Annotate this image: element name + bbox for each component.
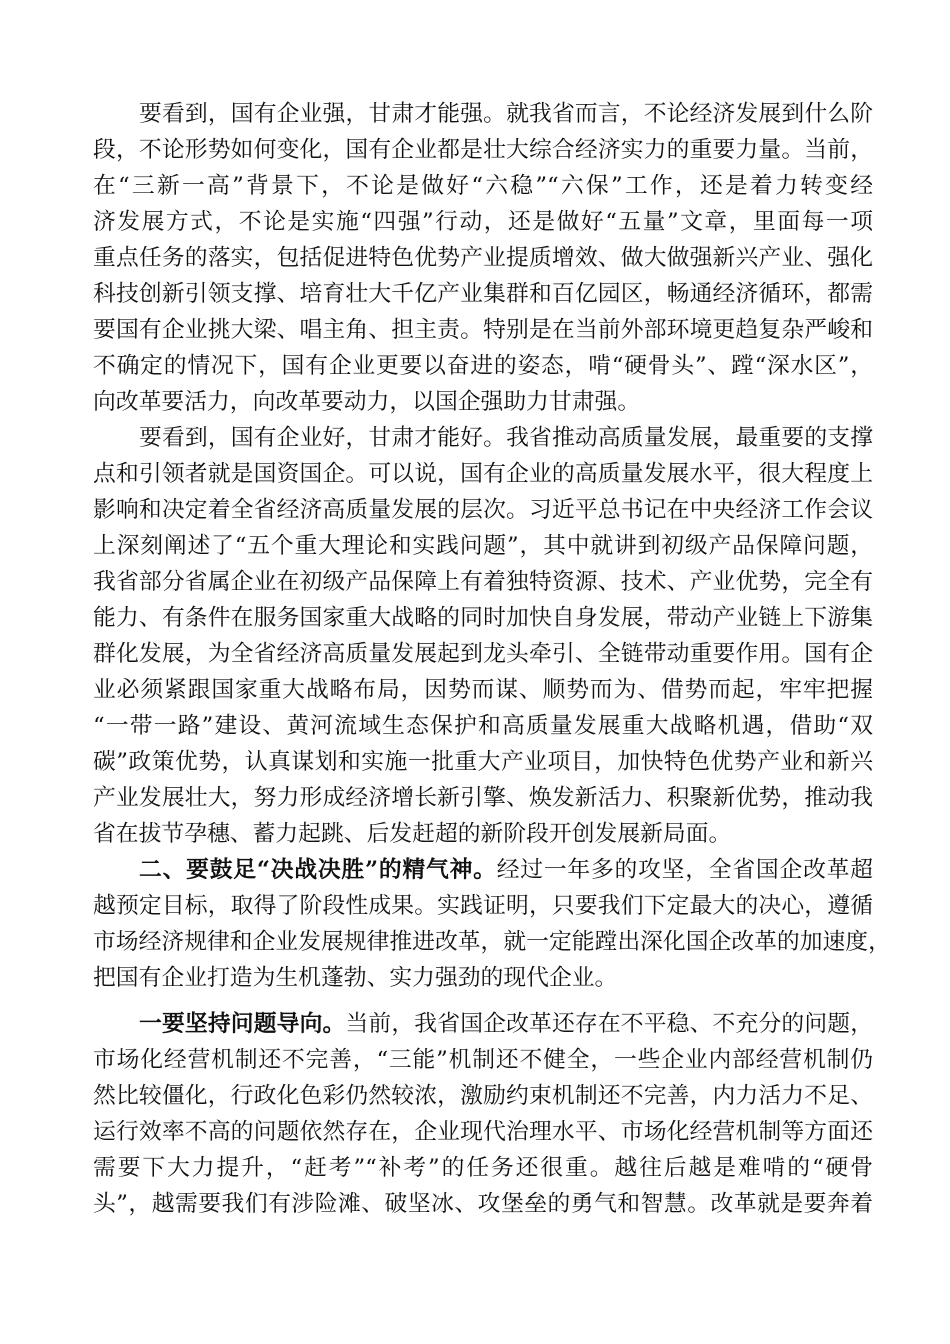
section-line xyxy=(139,852,873,888)
section-line xyxy=(139,1006,873,1042)
text-line: “一带一路”建设、黄河流域生态保护和高质量发展重大战略机遇，借助“双 xyxy=(93,713,873,739)
text-line: 碳”政策优势，认真谋划和实施一批重大产业项目，加快特色优势产业和新兴 xyxy=(93,749,873,775)
text-line: 我省部分省属企业在初级产品保障上有着独特资源、技术、产业优势，完全有 xyxy=(93,569,873,595)
text-line: 不确定的情况下，国有企业更要以奋进的姿态，啃“硬骨头”、蹚“深水区”， xyxy=(93,353,873,379)
text-line: 然比较僵化，行政化色彩仍然较浓，激励约束机制还不完善，内力活力不足、 xyxy=(93,1083,873,1109)
section-text: 经过一年多的攻坚，全省国企改革超 xyxy=(496,857,873,883)
text-line: 要国有企业挑大梁、唱主角、担主责。特别是在当前外部环境更趋复杂严峻和 xyxy=(93,317,873,343)
text-line: 业必须紧跟国家重大战略布局，因势而谋、顺势而为、借势而起，牢牢把握 xyxy=(93,677,873,703)
text-line: 产业发展壮大，努力形成经济增长新引擎、焕发新活力、积聚新优势，推动我 xyxy=(93,785,873,811)
section-text: 当前，我省国企改革还存在不平稳、不充分的问题， xyxy=(345,1011,874,1037)
text-line: 市场经济规律和企业发展规律推进改革，就一定能蹚出深化国企改革的加速度， xyxy=(93,929,891,955)
text-line: 群化发展，为全省经济高质量发展起到龙头牵引、全链带动重要作用。国有企 xyxy=(93,641,873,667)
text-line: 上深刻阐述了“五个重大理论和实践问题”，其中就讲到初级产品保障问题， xyxy=(93,533,873,559)
text-line: 越预定目标，取得了阶段性成果。实践证明，只要我们下定最大的决心，遵循 xyxy=(93,893,873,919)
text-line: 把国有企业打造为生机蓬勃、实力强劲的现代企业。 xyxy=(93,965,618,991)
text-line: 能力、有条件在服务国家重大战略的同时加快自身发展，带动产业链上下游集 xyxy=(93,605,873,631)
text-line: 影响和决定着全省经济高质量发展的层次。习近平总书记在中央经济工作会议 xyxy=(93,497,873,523)
text-line: 运行效率不高的问题依然存在，企业现代治理水平、市场化经营机制等方面还 xyxy=(93,1119,873,1145)
text-line: 头”，越需要我们有涉险滩、破坚冰、攻堡垒的勇气和智慧。改革就是要奔着 xyxy=(93,1191,873,1217)
text-line: 点和引领者就是国资国企。可以说，国有企业的高质量发展水平，很大程度上 xyxy=(93,461,873,487)
text-line: 市场化经营机制还不完善，“三能”机制还不健全，一些企业内部经营机制仍 xyxy=(93,1047,873,1073)
text-line: 向改革要活力，向改革要动力，以国企强助力甘肃强。 xyxy=(93,389,641,415)
text-line: 科技创新引领支撑、培育壮大千亿产业集群和百亿园区，畅通经济循环，都需 xyxy=(93,281,873,307)
text-line: 省在拔节孕穗、蓄力起跳、后发赶超的新阶段开创发展新局面。 xyxy=(93,821,732,847)
text-line: 要看到，国有企业强，甘肃才能强。就我省而言，不论经济发展到什么阶 xyxy=(139,101,873,127)
text-line: 段，不论形势如何变化，国有企业都是壮大综合经济实力的重要力量。当前， xyxy=(93,137,873,163)
text-line: 重点任务的落实，包括促进特色优势产业提质增效、做大做强新兴产业、强化 xyxy=(93,245,873,271)
subsection-heading: 一要坚持问题导向。 xyxy=(139,1011,346,1037)
text-line: 在“三新一高”背景下，不论是做好“六稳”“六保”工作，还是着力转变经 xyxy=(93,173,873,199)
text-line: 要看到，国有企业好，甘肃才能好。我省推动高质量发展，最重要的支撑 xyxy=(139,425,873,451)
section-heading: 二、要鼓足“决战决胜”的精气神。 xyxy=(139,857,497,883)
text-line: 济发展方式，不论是实施“四强”行动，还是做好“五量”文章，里面每一项 xyxy=(93,209,873,235)
text-line: 需要下大力提升，“赶考”“补考”的任务还很重。越往后越是难啃的“硬骨 xyxy=(93,1155,873,1181)
